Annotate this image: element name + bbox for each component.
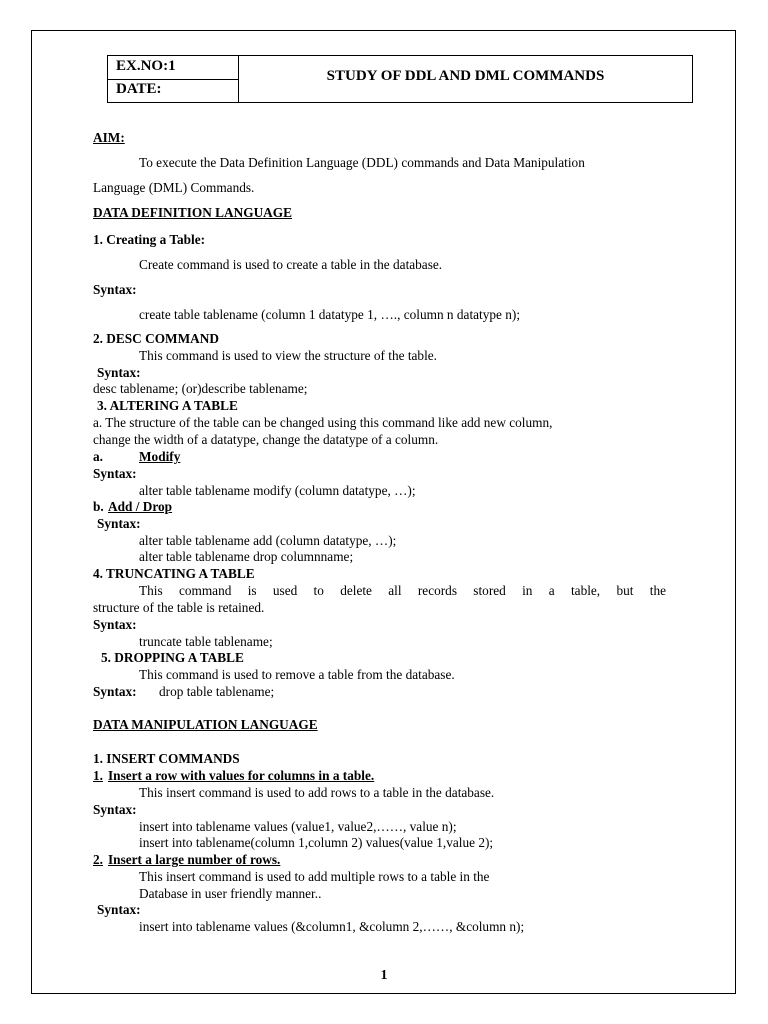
- modify-syntax: alter table tablename modify (column datatype, …);: [139, 483, 416, 498]
- insert2-number: 2.: [93, 852, 103, 867]
- drop-syntax-label: Syntax:: [93, 684, 137, 699]
- header-table: [107, 55, 693, 103]
- insert1-syntax-label: Syntax:: [93, 802, 137, 817]
- adddrop-syntax-label: Syntax:: [97, 516, 141, 531]
- alter-desc-line1: a. The structure of the table can be changed using this command like add new column,: [93, 415, 553, 430]
- insert1-syntax2: insert into tablename(column 1,column 2) values(value 1,value 2);: [139, 835, 494, 850]
- drop-table-desc: This command is used to remove a table from the database.: [139, 667, 455, 682]
- adddrop-prefix: b.: [93, 499, 104, 514]
- create-table-heading: 1. Creating a Table:: [93, 232, 206, 247]
- drop-syntax: drop table tablename;: [159, 684, 275, 699]
- modify-label: Modify: [139, 449, 181, 464]
- truncate-syntax-label: Syntax:: [93, 617, 137, 632]
- exercise-number: EX.NO:1: [108, 58, 238, 80]
- truncate-syntax: truncate table tablename;: [139, 634, 273, 649]
- adddrop-label: Add / Drop: [108, 499, 173, 514]
- insert-commands-heading: 1. INSERT COMMANDS: [93, 751, 240, 766]
- ddl-heading: DATA DEFINITION LANGUAGE: [93, 205, 292, 220]
- create-syntax-label: Syntax:: [93, 282, 137, 297]
- insert1-desc: This insert command is used to add rows to a table in the database.: [139, 785, 495, 800]
- date-label: DATE:: [116, 81, 162, 97]
- insert2-syntax: insert into tablename values (&column1, &column 2,……, &column n);: [139, 919, 525, 934]
- insert2-syntax-label: Syntax:: [97, 902, 141, 917]
- aim-text-line2: Language (DML) Commands.: [93, 180, 255, 195]
- truncate-desc-line2: structure of the table is retained.: [93, 600, 265, 615]
- aim-text-line1: To execute the Data Definition Language (DDL) commands and Data Manipulation: [139, 155, 585, 170]
- insert2-desc-line1: This insert command is used to add multiple rows to a table in the: [139, 869, 490, 884]
- create-table-desc: Create command is used to create a table in the database.: [139, 257, 443, 272]
- create-syntax: create table tablename (column 1 datatype 1, …., column n datatype n);: [139, 307, 521, 322]
- page-number: 1: [380, 968, 388, 983]
- desc-command-heading: 2. DESC COMMAND: [93, 331, 219, 346]
- drop-column-syntax: alter table tablename drop columnname;: [139, 549, 354, 564]
- add-syntax: alter table tablename add (column datatype, …);: [139, 533, 397, 548]
- alter-desc-line2: change the width of a datatype, change the datatype of a column.: [93, 432, 439, 447]
- alter-heading: 3. ALTERING A TABLE: [97, 398, 238, 413]
- insert2-title: Insert a large number of rows.: [108, 852, 281, 867]
- desc-syntax-label: Syntax:: [97, 365, 141, 380]
- insert1-title: Insert a row with values for columns in a table.: [108, 768, 375, 783]
- document-title: STUDY OF DDL AND DML COMMANDS: [326, 68, 605, 84]
- desc-syntax: desc tablename; (or)describe tablename;: [93, 381, 308, 396]
- insert1-syntax1: insert into tablename values (value1, value2,……, value n);: [139, 819, 457, 834]
- dml-heading: DATA MANIPULATION LANGUAGE: [93, 717, 318, 732]
- desc-command-desc: This command is used to view the structure of the table.: [139, 348, 437, 363]
- drop-table-heading: 5. DROPPING A TABLE: [101, 650, 244, 665]
- modify-syntax-label: Syntax:: [93, 466, 137, 481]
- modify-prefix: a.: [93, 449, 103, 464]
- truncate-desc-line1: This command is used to delete all records stored in a table, but the: [139, 583, 666, 598]
- aim-heading: AIM:: [93, 130, 125, 145]
- insert1-number: 1.: [93, 768, 103, 783]
- truncate-heading: 4. TRUNCATING A TABLE: [93, 566, 255, 581]
- insert2-desc-line2: Database in user friendly manner..: [139, 886, 322, 901]
